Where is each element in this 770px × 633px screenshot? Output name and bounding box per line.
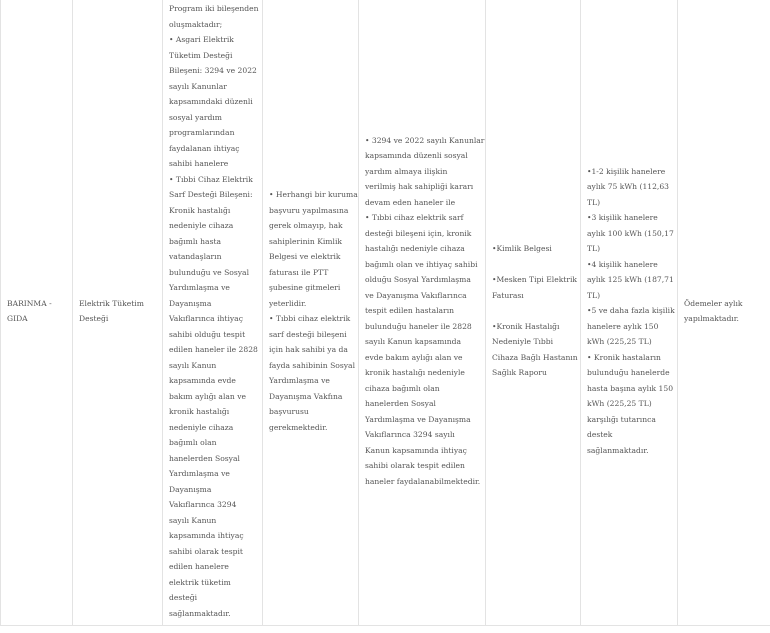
- category-cell: [1, 0, 73, 626]
- text-line: fayda sahibinin Sosyal: [269, 360, 356, 370]
- text-line: hanelerden Sosyal: [365, 399, 436, 409]
- text-line: sahibi olarak tespit: [169, 546, 243, 556]
- text-line: nedeniyle cihaza: [169, 422, 234, 432]
- text-line: kWh (225,25 TL): [587, 399, 652, 409]
- text-line: •Kimlik Belgesi: [492, 244, 552, 254]
- text-line: programlarından: [169, 128, 235, 137]
- text-line: sağlanmaktadır.: [587, 445, 649, 455]
- text-line: sayılı Kanun kapsamında: [365, 337, 462, 347]
- text-line: faturası ile PTT: [269, 267, 329, 277]
- text-line: Kanun kapsamında ihtiyaç: [365, 445, 467, 455]
- text-line: bağımlı olan: [169, 438, 217, 447]
- text-line: sahiplerinin Kimlik: [269, 236, 342, 246]
- text-line: [492, 303, 574, 319]
- text-line: Nedeniyle Tıbbi: [492, 337, 554, 347]
- text-line: • Tıbbi Cihaz Elektrik: [169, 174, 253, 184]
- text-line: başvurusu: [269, 407, 309, 416]
- text-line: destek: [587, 430, 613, 440]
- text-line: evde bakım aylığı alan ve: [365, 352, 463, 362]
- text-line: sayılı Kanun: [169, 360, 217, 370]
- amount-cell: [581, 0, 678, 626]
- text-line: • Kronik hastaların: [587, 352, 661, 362]
- text-line: edilen haneler ile 2828: [169, 345, 258, 354]
- text-line: oluşmaktadır;: [169, 19, 223, 29]
- text-line: •4 kişilik hanelere: [587, 259, 658, 269]
- text-line: karşılığı tutarınca: [587, 414, 656, 424]
- text-line: kronik hastalığı: [169, 407, 230, 416]
- text-line: • 3294 ve 2022 sayılı Kanunlar: [365, 135, 485, 145]
- text-line: Sarf Desteği Bileşeni:: [169, 190, 253, 199]
- text-line: bulunduğu haneler ile 2828: [365, 321, 472, 331]
- text-line: hanelerden Sosyal: [169, 453, 240, 463]
- text-line: TL): [587, 290, 601, 300]
- text-line: kapsamında düzenli sosyal: [365, 151, 468, 161]
- text-line: TL): [587, 197, 601, 207]
- text-line: desteği bileşeni için, kronik: [365, 228, 472, 238]
- payment-cell: [678, 0, 770, 626]
- text-line: aylık 75 kWh (112,63: [587, 182, 670, 192]
- text-line: yardım almaya ilişkin: [365, 166, 448, 176]
- text-line: yapılmaktadır.: [684, 314, 739, 323]
- text-line: Elektrik Tüketim: [79, 298, 144, 308]
- text-line: edilen hanelere: [169, 562, 229, 571]
- text-line: Bileşeni: 3294 ve 2022: [169, 66, 257, 75]
- text-line: BARINMA -: [7, 298, 52, 308]
- text-line: haneler faydalanabilmektedir.: [365, 476, 481, 486]
- text-line: • Tıbbi cihaz elektrik: [269, 314, 351, 323]
- text-line: aylık 125 kWh (187,71: [587, 275, 674, 285]
- text-line: sosyal yardım: [169, 112, 222, 122]
- text-line: •Kronik Hastalığı: [492, 321, 560, 331]
- documents-cell: [486, 0, 581, 626]
- text-line: Vakıflarınca 3294 sayılı: [365, 430, 455, 440]
- text-line: şubesine gitmeleri: [269, 283, 341, 292]
- text-line: ve Dayanışma Vakıflarınca: [365, 290, 467, 300]
- text-line: Dayanışma: [169, 298, 212, 308]
- text-line: aylık 100 kWh (150,17: [587, 228, 674, 238]
- text-line: Faturası: [492, 290, 524, 300]
- text-line: Kronik hastalığı: [169, 205, 231, 215]
- text-line: bakım aylığı alan ve: [169, 391, 246, 401]
- text-line: Desteği: [79, 314, 109, 323]
- text-line: kronik hastalığı nedeniyle: [365, 368, 465, 378]
- text-line: Ödemeler aylık: [684, 298, 743, 308]
- eligibility-cell: [359, 0, 486, 626]
- text-line: sayılı Kanunlar: [169, 81, 227, 91]
- text-line: bulunduğu hanelerde: [587, 368, 670, 378]
- program-name-cell: [73, 0, 163, 626]
- text-line: Yardımlaşma ve: [169, 469, 230, 478]
- text-line: TL): [587, 244, 601, 254]
- text-line: olduğu Sosyal Yardımlaşma: [365, 275, 471, 285]
- text-line: kapsamında evde: [169, 376, 236, 385]
- text-line: kapsamındaki düzenli: [169, 97, 253, 106]
- text-line: hanelere aylık 150: [587, 321, 659, 331]
- text-line: Yardımlaşma ve: [269, 376, 330, 385]
- text-line: sağlanmaktadır.: [169, 608, 231, 618]
- text-line: hastalığı nedeniyle cihaza: [365, 244, 465, 254]
- text-line: faydalanan ihtiyaç: [169, 143, 240, 153]
- text-line: tespit edilen hastaların: [365, 306, 455, 316]
- text-line: Cihaza Bağlı Hastanın: [492, 352, 578, 362]
- text-line: kWh (225,25 TL): [587, 337, 652, 347]
- text-line: Yardımlaşma ve Dayanışma: [365, 414, 471, 424]
- table-row: [1, 0, 770, 626]
- text-line: elektrik tüketim: [169, 577, 231, 587]
- text-line: [492, 257, 574, 273]
- text-line: bağımlı hasta: [169, 236, 222, 246]
- text-line: Program iki bileşenden: [169, 4, 259, 13]
- text-line: Dayanışma: [169, 484, 212, 494]
- text-line: yeterlidir.: [269, 298, 307, 308]
- text-line: • Tıbbi cihaz elektrik sarf: [365, 213, 464, 223]
- text-line: için hak sahibi ya da: [269, 345, 348, 354]
- text-line: sarf desteği bileşeni: [269, 329, 347, 339]
- text-line: hasta başına aylık 150: [587, 383, 674, 393]
- text-line: verilmiş hak sahipliği kararı: [365, 182, 474, 192]
- text-line: vatandaşların: [169, 252, 222, 261]
- text-line: GIDA: [7, 314, 28, 323]
- text-line: sahibi olduğu tespit: [169, 329, 246, 339]
- text-line: Vakıflarınca ihtiyaç: [169, 314, 243, 323]
- text-line: sahibi hanelere: [169, 159, 229, 168]
- text-line: bulunduğu ve Sosyal: [169, 267, 249, 277]
- text-line: • Asgari Elektrik: [169, 35, 234, 44]
- text-line: cihaza bağımlı olan: [365, 383, 440, 393]
- text-line: gerekmektedir.: [269, 422, 328, 432]
- text-line: bağımlı olan ve ihtiyaç sahibi: [365, 259, 478, 269]
- text-line: Sağlık Raporu: [492, 368, 547, 378]
- text-line: •3 kişilik hanelere: [587, 213, 658, 223]
- text-line: sahibi olarak tespit edilen: [365, 461, 465, 471]
- text-line: kapsamında ihtiyaç: [169, 531, 244, 540]
- text-line: desteği: [169, 593, 198, 602]
- text-line: Yardımlaşma ve: [169, 283, 230, 292]
- text-line: Dayanışma Vakfına: [269, 391, 343, 401]
- text-line: sayılı Kanun: [169, 515, 217, 525]
- text-line: •Mesken Tipi Elektrik: [492, 275, 578, 285]
- application-cell: [263, 0, 359, 626]
- text-line: • Herhangi bir kuruma: [269, 190, 358, 199]
- text-line: •5 ve daha fazla kişilik: [587, 306, 675, 316]
- text-line: Tüketim Desteği: [169, 50, 233, 60]
- text-line: başvuru yapılmasına: [269, 205, 349, 215]
- text-line: gerek olmayıp, hak: [269, 221, 343, 230]
- text-line: Vakıflarınca 3294: [169, 500, 237, 509]
- text-line: devam eden haneler ile: [365, 197, 456, 207]
- text-line: nedeniyle cihaza: [169, 221, 234, 230]
- description-cell: [163, 0, 263, 626]
- text-line: •1-2 kişilik hanelere: [587, 166, 666, 176]
- text-line: Belgesi ve elektrik: [269, 252, 341, 261]
